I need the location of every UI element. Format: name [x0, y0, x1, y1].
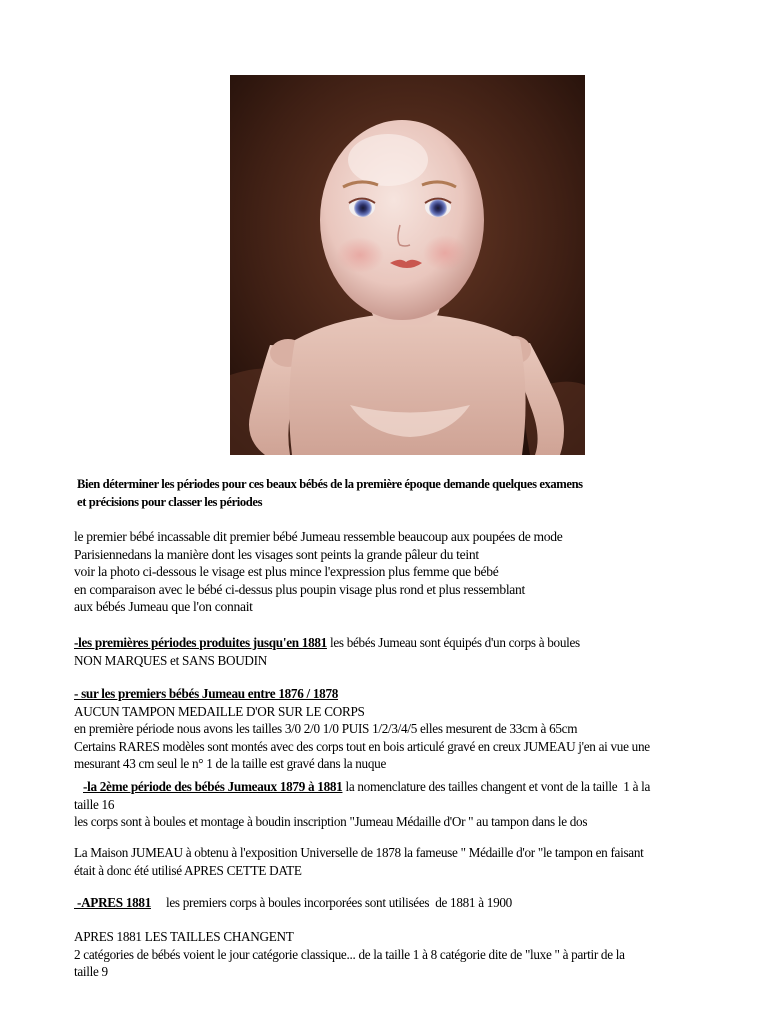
text-line: était à donc été utilisé APRES CETTE DATE — [74, 862, 302, 878]
text-line: les corps sont à boules et montage à boudin inscription "Jumeau Médaille d'Or " au tampon dans le dos — [74, 814, 588, 829]
text-line: Certains RARES modèles sont montés avec des corps tout en bois articulé gravé en creux JUMEAU j'en ai vue une — [74, 738, 650, 754]
indent — [74, 779, 83, 794]
paragraph-first-periods — [74, 634, 754, 669]
text-span: les premiers corps à boules incorporées sont utilisées de 1881 à 1900 — [151, 895, 512, 910]
text-span: la nomenclature des tailles changent et vont de la taille 1 à la — [342, 779, 651, 794]
paragraph-second-period — [74, 778, 754, 831]
text-line: taille 9 — [74, 964, 108, 979]
text-line — [74, 894, 754, 912]
text-line: le premier bébé incassable dit premier bébé Jumeau ressemble beaucoup aux poupées de mode — [74, 529, 563, 544]
text-line — [74, 778, 754, 796]
text-line: taille 16 — [74, 796, 115, 812]
text-line: APRES 1881 LES TAILLES CHANGENT — [74, 929, 294, 944]
text-line: voir la photo ci-dessous le visage est plus mince l'expression plus femme que bébé — [74, 564, 499, 579]
paragraph-apres-1881 — [74, 894, 754, 912]
text-line — [74, 685, 754, 703]
section-heading: -APRES 1881 — [74, 895, 151, 910]
text-line: aux bébés Jumeau que l'on connait — [74, 599, 253, 614]
intro-paragraph — [77, 476, 757, 511]
paragraph-tailles — [74, 928, 754, 981]
section-heading: -les premières périodes produites jusqu'en 1881 — [74, 635, 327, 650]
intro-line: et précisions pour classer les périodes — [77, 494, 263, 509]
text-line: en première période nous avons les tailles 3/0 2/0 1/0 PUIS 1/2/3/4/5 elles mesurent de 33cm à 65cm — [74, 721, 578, 736]
section-heading: -la 2ème période des bébés Jumeaux 1879 à 1881 — [83, 779, 343, 794]
text-line: AUCUN TAMPON MEDAILLE D'OR SUR LE CORPS — [74, 703, 365, 719]
paragraph-1876-1878 — [74, 685, 754, 773]
section-heading: - sur les premiers bébés Jumeau entre 1876 / 1878 — [74, 686, 339, 701]
text-line: NON MARQUES et SANS BOUDIN — [74, 652, 267, 668]
text-line: mesurant 43 cm seul le n° 1 de la taille est gravé dans la nuque — [74, 756, 386, 771]
paragraph-first-bebe — [74, 528, 754, 616]
text-line: en comparaison avec le bébé ci-dessus plus poupin visage plus rond et plus ressemblant — [74, 581, 525, 597]
paragraph-maison-jumeau — [74, 844, 754, 879]
intro-line: Bien déterminer les périodes pour ces beaux bébés de la première époque demande quelques examens — [77, 477, 583, 491]
text-line: Parisiennedans la manière dont les visages sont peints la grande pâleur du teint — [74, 546, 479, 562]
text-span: les bébés Jumeau sont équipés d'un corps à boules — [326, 635, 580, 650]
text-line — [74, 634, 754, 652]
text-line: 2 catégories de bébés voient le jour catégorie classique... de la taille 1 à 8 catégorie dite de "luxe " à partir de la — [74, 946, 625, 962]
text-line: La Maison JUMEAU à obtenu à l'exposition Universelle de 1878 la fameuse " Médaille d'or "le tampon en faisant — [74, 845, 644, 860]
doll-photo — [230, 75, 585, 455]
